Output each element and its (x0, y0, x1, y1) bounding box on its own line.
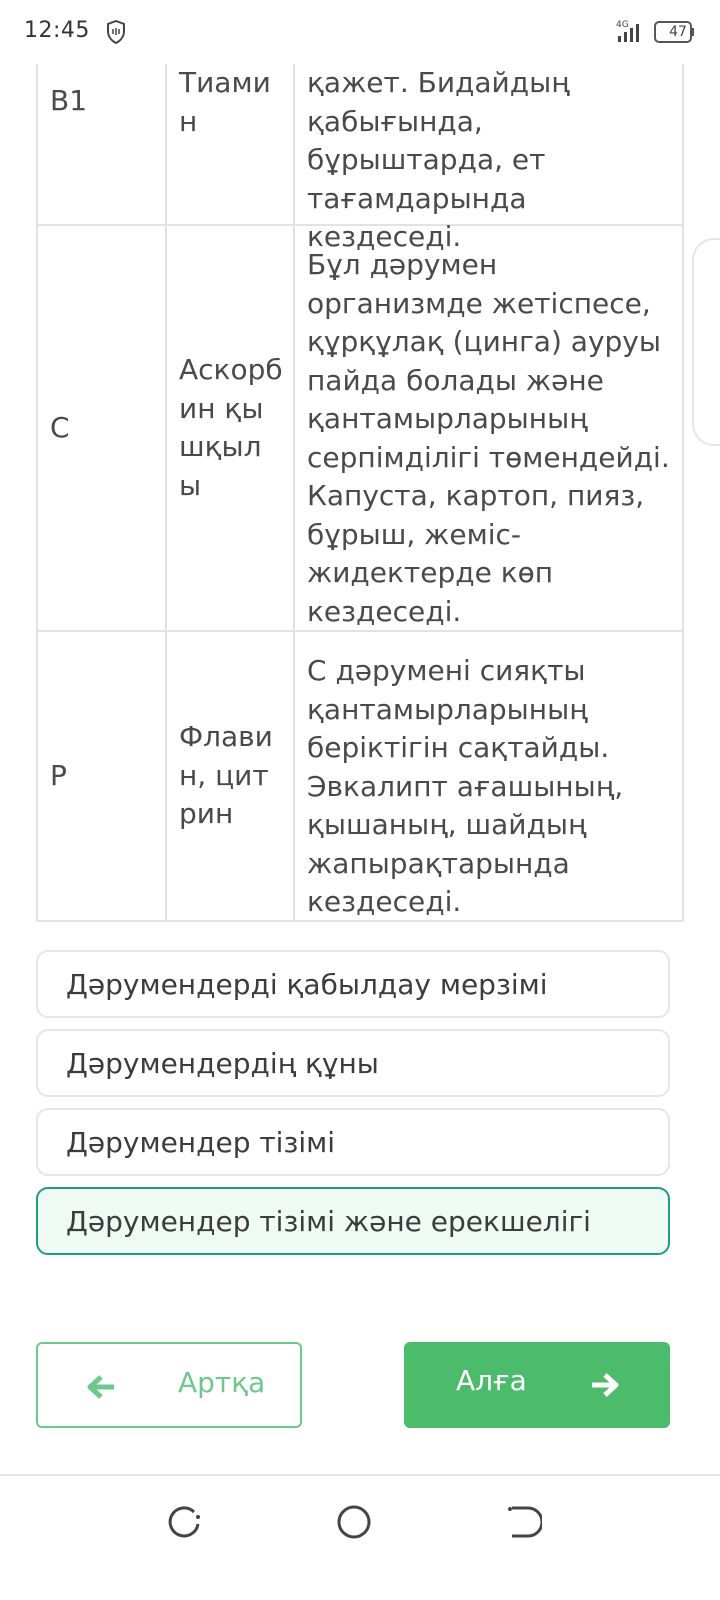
answer-option[interactable]: Дәрумендерді қабылдау мерзімі (36, 950, 670, 1018)
table-cell-name: Тиамин (167, 64, 295, 224)
back-button[interactable] (36, 1342, 302, 1428)
table-row (38, 224, 682, 630)
status-bar (0, 0, 720, 64)
table-row (38, 64, 682, 253)
home-icon[interactable] (334, 1502, 374, 1542)
battery-level: 47 (669, 24, 687, 40)
status-time: 12:45 (24, 18, 90, 43)
table-cell-name: Флавин, цитрин (167, 632, 295, 920)
back-nav-icon[interactable] (502, 1502, 542, 1542)
recent-apps-icon[interactable] (164, 1502, 204, 1542)
table-cell-name: Аскорбин қышқылы (167, 226, 295, 630)
table-cell-desc: Бұл дәрумен организмде жетіспесе, құрқұлақ (цинга) ауруы пайда болады және қантамырларының серпімділігі төмендейді. Капуста, картоп, пияз, бұрыш, жеміс-жидектерде көп кездеседі. (307, 248, 670, 628)
table-cell-code: C (38, 226, 167, 630)
table-row (38, 630, 682, 920)
arrow-left-icon (86, 1372, 116, 1402)
svg-text:4G: 4G (616, 20, 629, 30)
table-cell-code: B1 (38, 64, 167, 224)
table-cell-desc: қажет. Бидайдың қабығында, бұрыштарда, ет тағамдарында кездеседі. (307, 66, 570, 253)
back-button-label: Артқа (178, 1366, 266, 1399)
side-panel-handle[interactable] (692, 238, 720, 446)
shield-icon (106, 20, 126, 44)
arrow-right-icon (590, 1370, 620, 1400)
signal-4g-icon (616, 18, 644, 44)
answer-option[interactable]: Дәрумендердің құны (36, 1029, 670, 1097)
table-cell-desc: С дәрумені сияқты қантамырларының беріктігін сақтайды. Эвкалипт ағашының, қышаның, шайдың жапырақтарында кездеседі. (307, 654, 624, 918)
answer-option[interactable]: Дәрумендер тізімі (36, 1108, 670, 1176)
next-button-label: Алға (456, 1364, 527, 1397)
vitamin-table (36, 64, 684, 922)
next-button[interactable] (404, 1342, 670, 1428)
table-cell-code: P (38, 632, 167, 920)
answer-option-selected[interactable]: Дәрумендер тізімі және ерекшелігі (36, 1187, 670, 1255)
